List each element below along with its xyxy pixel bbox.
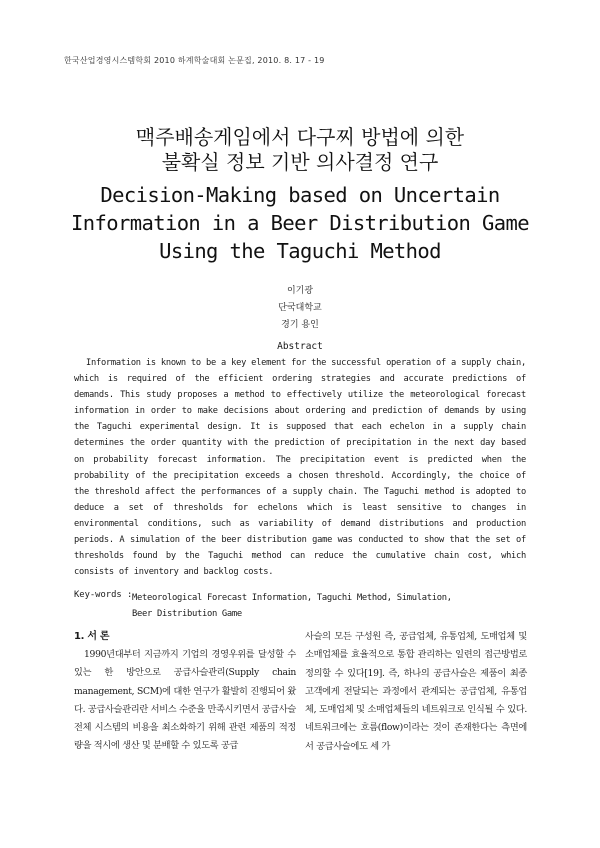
keywords-list [132, 590, 532, 622]
korean-title-line-2: 불확실 정보 기반 의사결정 연구 [161, 150, 439, 174]
author-name: 이기광 [286, 286, 314, 296]
english-title-line-2: Information in a Beer Distribution Game [71, 211, 529, 235]
intro-paragraph-left: 1990년대부터 지금까지 기업의 경영우위를 달성할 수 있는 한 방안으로 공급사슬관리(Supply chain management, SCM)에 대한 연구가 활발히 진행되어 왔다. 공급사슬관리란 서비스 수준을 만족시키면서 공급사슬 전체 시스템의 비용을 최소화하기 위해 관련 제품의 적정량을 적시에 생산 및 분배할 수 있도록 공급 [74, 649, 296, 752]
english-title-line-1: Decision-Making based on Uncertain [100, 183, 500, 207]
intro-paragraph-right: 사슬의 모든 구성원 즉, 공급업체, 유통업체, 도매업체 및 소매업체를 효율적으로 통합 관리하는 일련의 접근방법로 정의할 수 있다[19]. 즉, 하나의 공급사슬은 제품이 최종 고객에게 전달되는 과정에서 관계되는 공급업체, 유통업체, 도매업체 및 소매업체들의 네트워크로 인식될 수 있다. 네트워크에는 흐름(flow)이라는 것이 존재한다는 측면에서 공급사슬에도 세 가 [305, 631, 527, 752]
author-affiliation: 단국대학교 [278, 303, 322, 313]
author-location: 경기 용인 [281, 320, 319, 330]
body-column-right [305, 628, 527, 756]
abstract-body [74, 355, 526, 580]
keywords-line-2: Beer Distribution Game [132, 609, 242, 619]
korean-title-line-1: 맥주배송게임에서 다구찌 방법에 의한 [135, 125, 465, 149]
abstract-text: Information is known to be a key element for the successful operation of a supply chain, which is required of the efficient ordering strategies and accurate predictions of demands. This study proposes a method to effectively utilize the meteorological forecast information in order to make decisions about ordering and prediction of demands by using the Taguchi experimental design. It is supposed that each echelon in a supply chain determines the order quantity with the prediction of precipitation in the next day based on probability forecast information. The precipitation event is predicted when the probability of the precipitation exceeds a chosen threshold. Accordingly, the choice of the threshold affect the performances of a supply chain. The Taguchi method is adopted to deduce a set of thresholds for echelons which is least sensitive to changes in environmental conditions, such as variability of demand distributions and production periods. A simulation of the beer distribution game was conducted to show that the set of thresholds found by the Taguchi method can reduce the cumulative chain cost, which consists of inventory and backlog costs. [74, 358, 526, 578]
journal-header: 한국산업경영시스템학회 2010 하계학술대회 논문집, 2010. 8. 17 - 19 [64, 56, 325, 65]
body-column-left [74, 628, 296, 756]
section-title-introduction: 1. 서 론 [74, 631, 110, 642]
keywords-line-1: Meteorological Forecast Information, Taguchi Method, Simulation, [132, 593, 452, 603]
abstract-heading: Abstract [277, 341, 323, 352]
keywords-label: Key-words : [74, 590, 133, 600]
english-title-line-3: Using the Taguchi Method [159, 239, 441, 263]
